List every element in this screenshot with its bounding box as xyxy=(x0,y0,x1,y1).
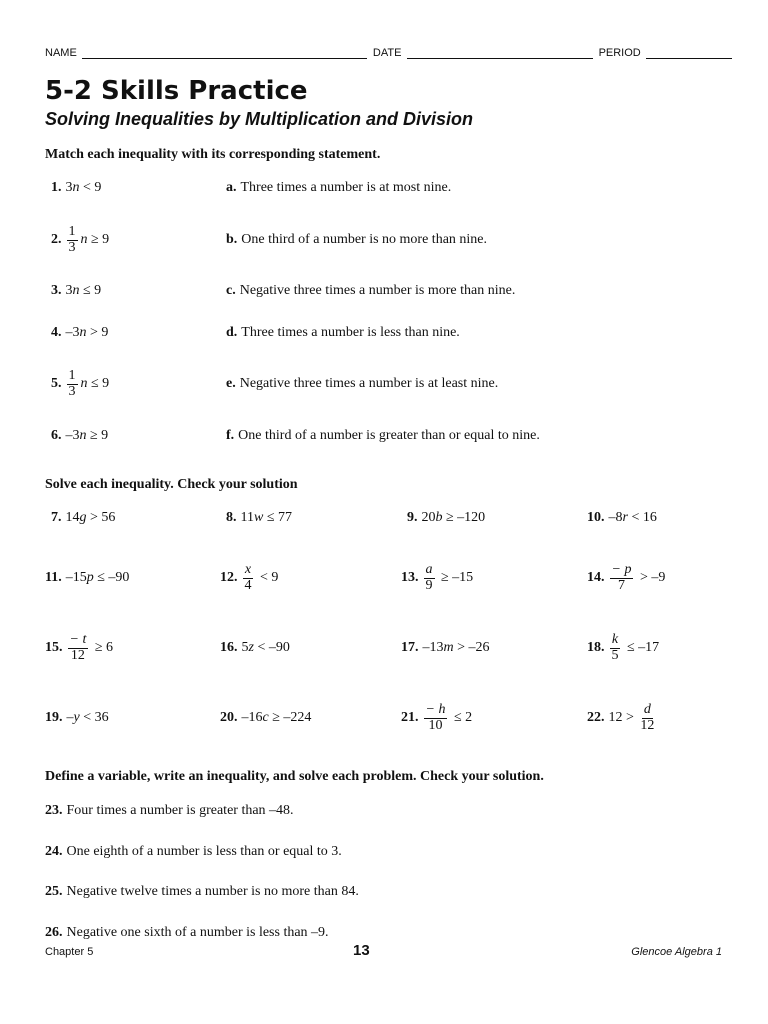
fraction: $\frac{d}{12}$ xyxy=(640,701,655,733)
fraction: $\frac{1}{3}$ xyxy=(68,223,76,255)
page-title: 5-2 Skills Practice xyxy=(45,76,308,106)
period-field[interactable] xyxy=(646,46,732,59)
date-label: DATE xyxy=(372,47,402,59)
date-field[interactable] xyxy=(407,46,593,59)
footer-chapter: Chapter 5 xyxy=(45,946,94,958)
fraction: $\frac{- p}{7}$ xyxy=(611,561,632,593)
section2-instruction: Solve each inequality. Check your solution xyxy=(45,477,298,492)
footer-page-number: 13 xyxy=(353,942,370,959)
fraction: $\frac{1}{3}$ xyxy=(68,367,76,399)
fraction: $\frac{x}{4}$ xyxy=(244,561,252,593)
fraction: $\frac{k}{5}$ xyxy=(611,631,619,663)
fraction: $\frac{a}{9}$ xyxy=(425,561,433,593)
student-info-header xyxy=(45,46,725,59)
footer-book-title: Glencoe Algebra 1 xyxy=(631,946,722,958)
page-subtitle: Solving Inequalities by Multiplication and Division xyxy=(45,109,474,129)
fraction: $\frac{- h}{10}$ xyxy=(425,701,446,733)
name-label: NAME xyxy=(45,47,77,59)
period-label: PERIOD xyxy=(598,47,641,59)
section1-instruction: Match each inequality with its corresponding statement. xyxy=(45,147,381,162)
name-field[interactable] xyxy=(82,46,367,59)
fraction: $\frac{- t}{12}$ xyxy=(69,631,87,663)
section3-instruction: Define a variable, write an inequality, and solve each problem. Check your solution. xyxy=(45,769,544,784)
